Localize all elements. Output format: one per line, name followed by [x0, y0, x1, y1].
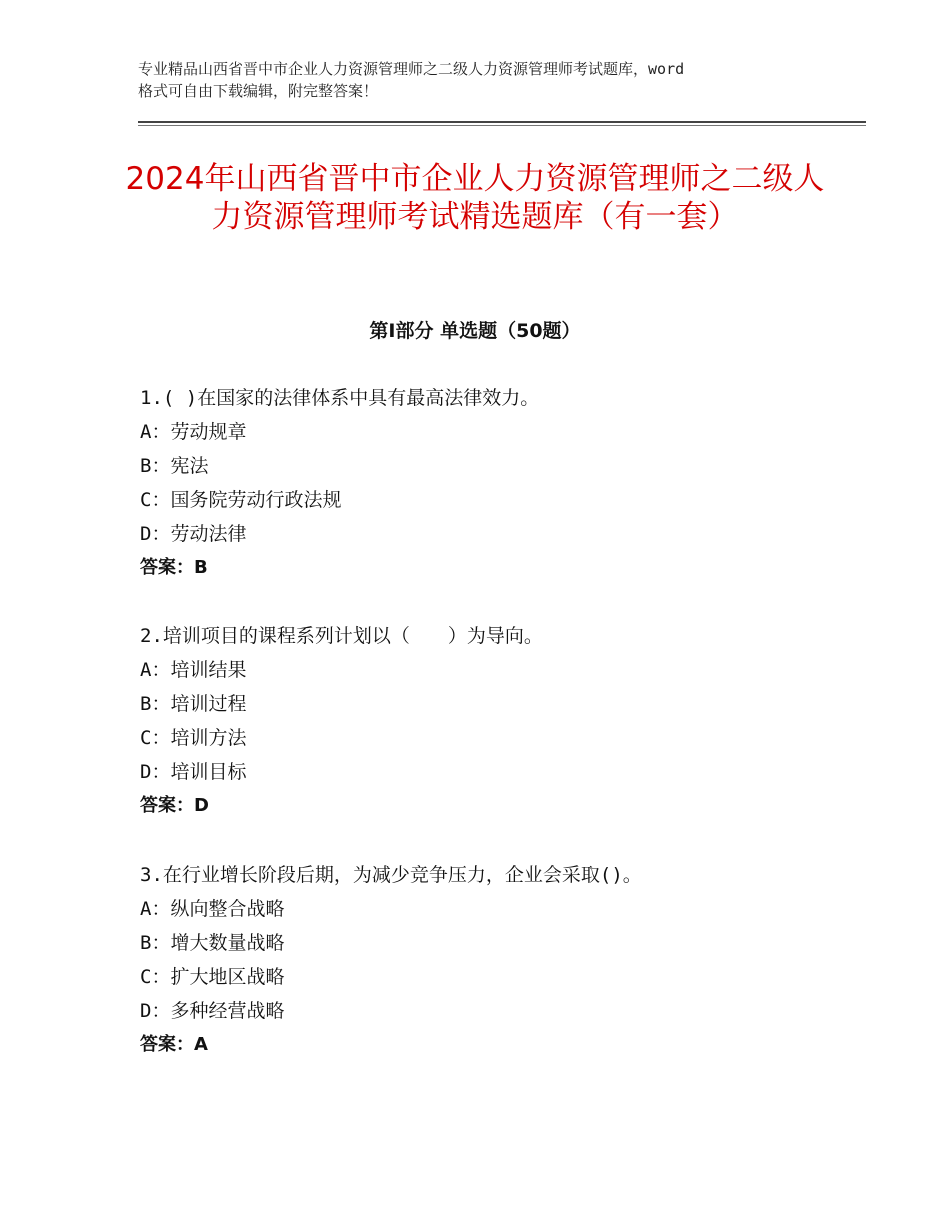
option-a: A：培训结果: [140, 659, 247, 681]
header-note-line-1: 专业精品山西省晋中市企业人力资源管理师之二级人力资源管理师考试题库，word: [138, 60, 685, 78]
answer: 答案：D: [140, 795, 209, 816]
question-2: [140, 619, 880, 823]
header-divider-thick: [138, 121, 866, 123]
header-note: [138, 58, 828, 102]
header-divider-thin: [138, 125, 866, 126]
option-a: A：纵向整合战略: [140, 898, 285, 920]
answer: 答案：A: [140, 1034, 208, 1055]
section-title: 第Ⅰ部分 单选题（50题）: [369, 320, 581, 342]
question-text: 1.( )在国家的法律体系中具有最高法律效力。: [140, 387, 540, 409]
option-b: B：增大数量战略: [140, 932, 285, 954]
option-c: C：培训方法: [140, 727, 247, 749]
option-d: D：多种经营战略: [140, 1000, 285, 1022]
answer: 答案：B: [140, 557, 208, 578]
question-text: 2.培训项目的课程系列计划以（ ）为导向。: [140, 625, 543, 647]
option-a: A：劳动规章: [140, 421, 247, 443]
question-1: [140, 381, 880, 585]
document-title: 2024年山西省晋中市企业人力资源管理师之二级人力资源管理师考试精选题库（有一套）: [125, 161, 825, 235]
header-note-line-2: 格式可自由下载编辑，附完整答案！: [138, 82, 379, 100]
option-c: C：扩大地区战略: [140, 966, 285, 988]
option-b: B：宪法: [140, 455, 209, 477]
option-c: C：国务院劳动行政法规: [140, 489, 342, 511]
option-d: D：劳动法律: [140, 523, 247, 545]
question-3: [140, 858, 880, 1062]
option-b: B：培训过程: [140, 693, 247, 715]
option-d: D：培训目标: [140, 761, 247, 783]
question-text: 3.在行业增长阶段后期，为减少竞争压力，企业会采取()。: [140, 864, 642, 886]
